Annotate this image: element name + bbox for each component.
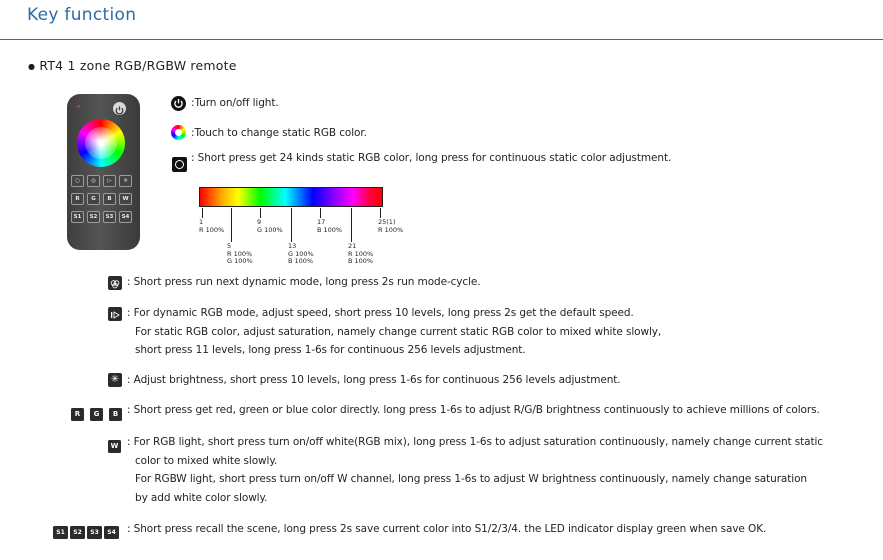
- scene-text: : Short press recall the scene, long press 2s save current color into S1/2/3/4. the LED indicator display green when save OK.: [127, 523, 767, 535]
- remote-mode-button: ◎: [87, 175, 100, 187]
- spectrum-label-9: 9 G 100%: [257, 218, 283, 234]
- power-button: [113, 102, 126, 115]
- remote-w-button: W: [119, 193, 132, 205]
- w-text-line-2: color to mixed white slowly.: [135, 455, 278, 467]
- power-icon: [171, 96, 186, 111]
- w-text-line-3: For RGBW light, short press turn on/off W channel, long press 1-6s to adjust W brightness continuously, namely change saturation: [135, 473, 807, 485]
- remote-s1-button: S1: [71, 211, 84, 223]
- spectrum-label-21: 21 R 100% B 100%: [348, 242, 374, 265]
- rgb-keys: [71, 404, 124, 423]
- section-subtitle: [28, 58, 237, 73]
- spectrum-label-13: 13 G 100% B 100%: [288, 242, 314, 265]
- power-text: :Turn on/off light.: [191, 97, 279, 109]
- b-key: B: [109, 408, 122, 421]
- s4-key: S4: [104, 526, 119, 539]
- remote-brightness-button: ✳: [119, 175, 132, 187]
- remote-s4-button: S4: [119, 211, 132, 223]
- remote-g-button: G: [87, 193, 100, 205]
- page-title: Key function: [27, 5, 137, 25]
- ring-text: : Short press get 24 kinds static RGB color, long press for continuous static color adjustment.: [191, 152, 672, 164]
- scene-keys: [53, 522, 121, 541]
- remote-b-button: B: [103, 193, 116, 205]
- tick-5: [231, 208, 232, 242]
- s3-key: S3: [87, 526, 102, 539]
- remote-s2-button: S2: [87, 211, 100, 223]
- spectrum-label-25: 25(1) R 100%: [378, 218, 404, 234]
- color-wheel-icon: [171, 125, 186, 140]
- w-text-line-1: : For RGB light, short press turn on/off white(RGB mix), long press 1-6s to adjust saturation continuously, namely change current static: [127, 436, 823, 448]
- tick-21: [351, 208, 352, 242]
- w-key-wrap: [108, 436, 121, 455]
- tick-17: [320, 208, 321, 218]
- spectrum-label-17: 17 B 100%: [317, 218, 343, 234]
- remote-s3-button: S3: [103, 211, 116, 223]
- speed-text-line-1: : For dynamic RGB mode, adjust speed, short press 10 levels, long press 2s get the default speed.: [127, 307, 634, 319]
- w-key: W: [108, 440, 121, 453]
- tick-25: [380, 208, 381, 218]
- spectrum-label-1: 1 R 100%: [199, 218, 225, 234]
- brightness-text: : Adjust brightness, short press 10 levels, long press 1-6s for continuous 256 levels adjustment.: [127, 374, 621, 386]
- spectrum-label-5: 5 R 100% G 100%: [227, 242, 253, 265]
- bullet: ●: [28, 62, 36, 71]
- s1-key: S1: [53, 526, 68, 539]
- r-key: R: [71, 408, 84, 421]
- color-wheel: [77, 119, 125, 167]
- s2-key: S2: [70, 526, 85, 539]
- mode-text: : Short press run next dynamic mode, long press 2s run mode-cycle.: [127, 276, 481, 288]
- w-text-line-4: by add white color slowly.: [135, 492, 268, 504]
- speed-text-line-3: short press 11 levels, long press 1-6s for continuous 256 levels adjustment.: [135, 344, 526, 356]
- tick-1: [202, 208, 203, 218]
- brightness-key-icon: ✳: [108, 373, 122, 387]
- remote-r-button: R: [71, 193, 84, 205]
- speed-key-icon: [108, 307, 122, 321]
- mode-key-icon: [108, 276, 122, 290]
- g-key: G: [90, 408, 103, 421]
- title-divider: [0, 39, 883, 40]
- speed-text-line-2: For static RGB color, adjust saturation, namely change current static RGB color to mixed white slowly,: [135, 326, 662, 338]
- wheel-text: :Touch to change static RGB color.: [191, 127, 367, 139]
- remote-speed-button: ▷: [103, 175, 116, 187]
- color-spectrum-bar: [199, 187, 383, 207]
- remote-ring-button: ○: [71, 175, 84, 187]
- remote-image: [67, 94, 140, 250]
- subtitle-text: RT4 1 zone RGB/RGBW remote: [39, 58, 237, 73]
- led-indicator: [77, 105, 80, 108]
- tick-13: [291, 208, 292, 242]
- rgb-text: : Short press get red, green or blue color directly. long press 1-6s to adjust R/G/B brightness continuously to achieve millions of colors.: [127, 404, 820, 416]
- tick-9: [260, 208, 261, 218]
- ring-key-icon: [172, 157, 187, 172]
